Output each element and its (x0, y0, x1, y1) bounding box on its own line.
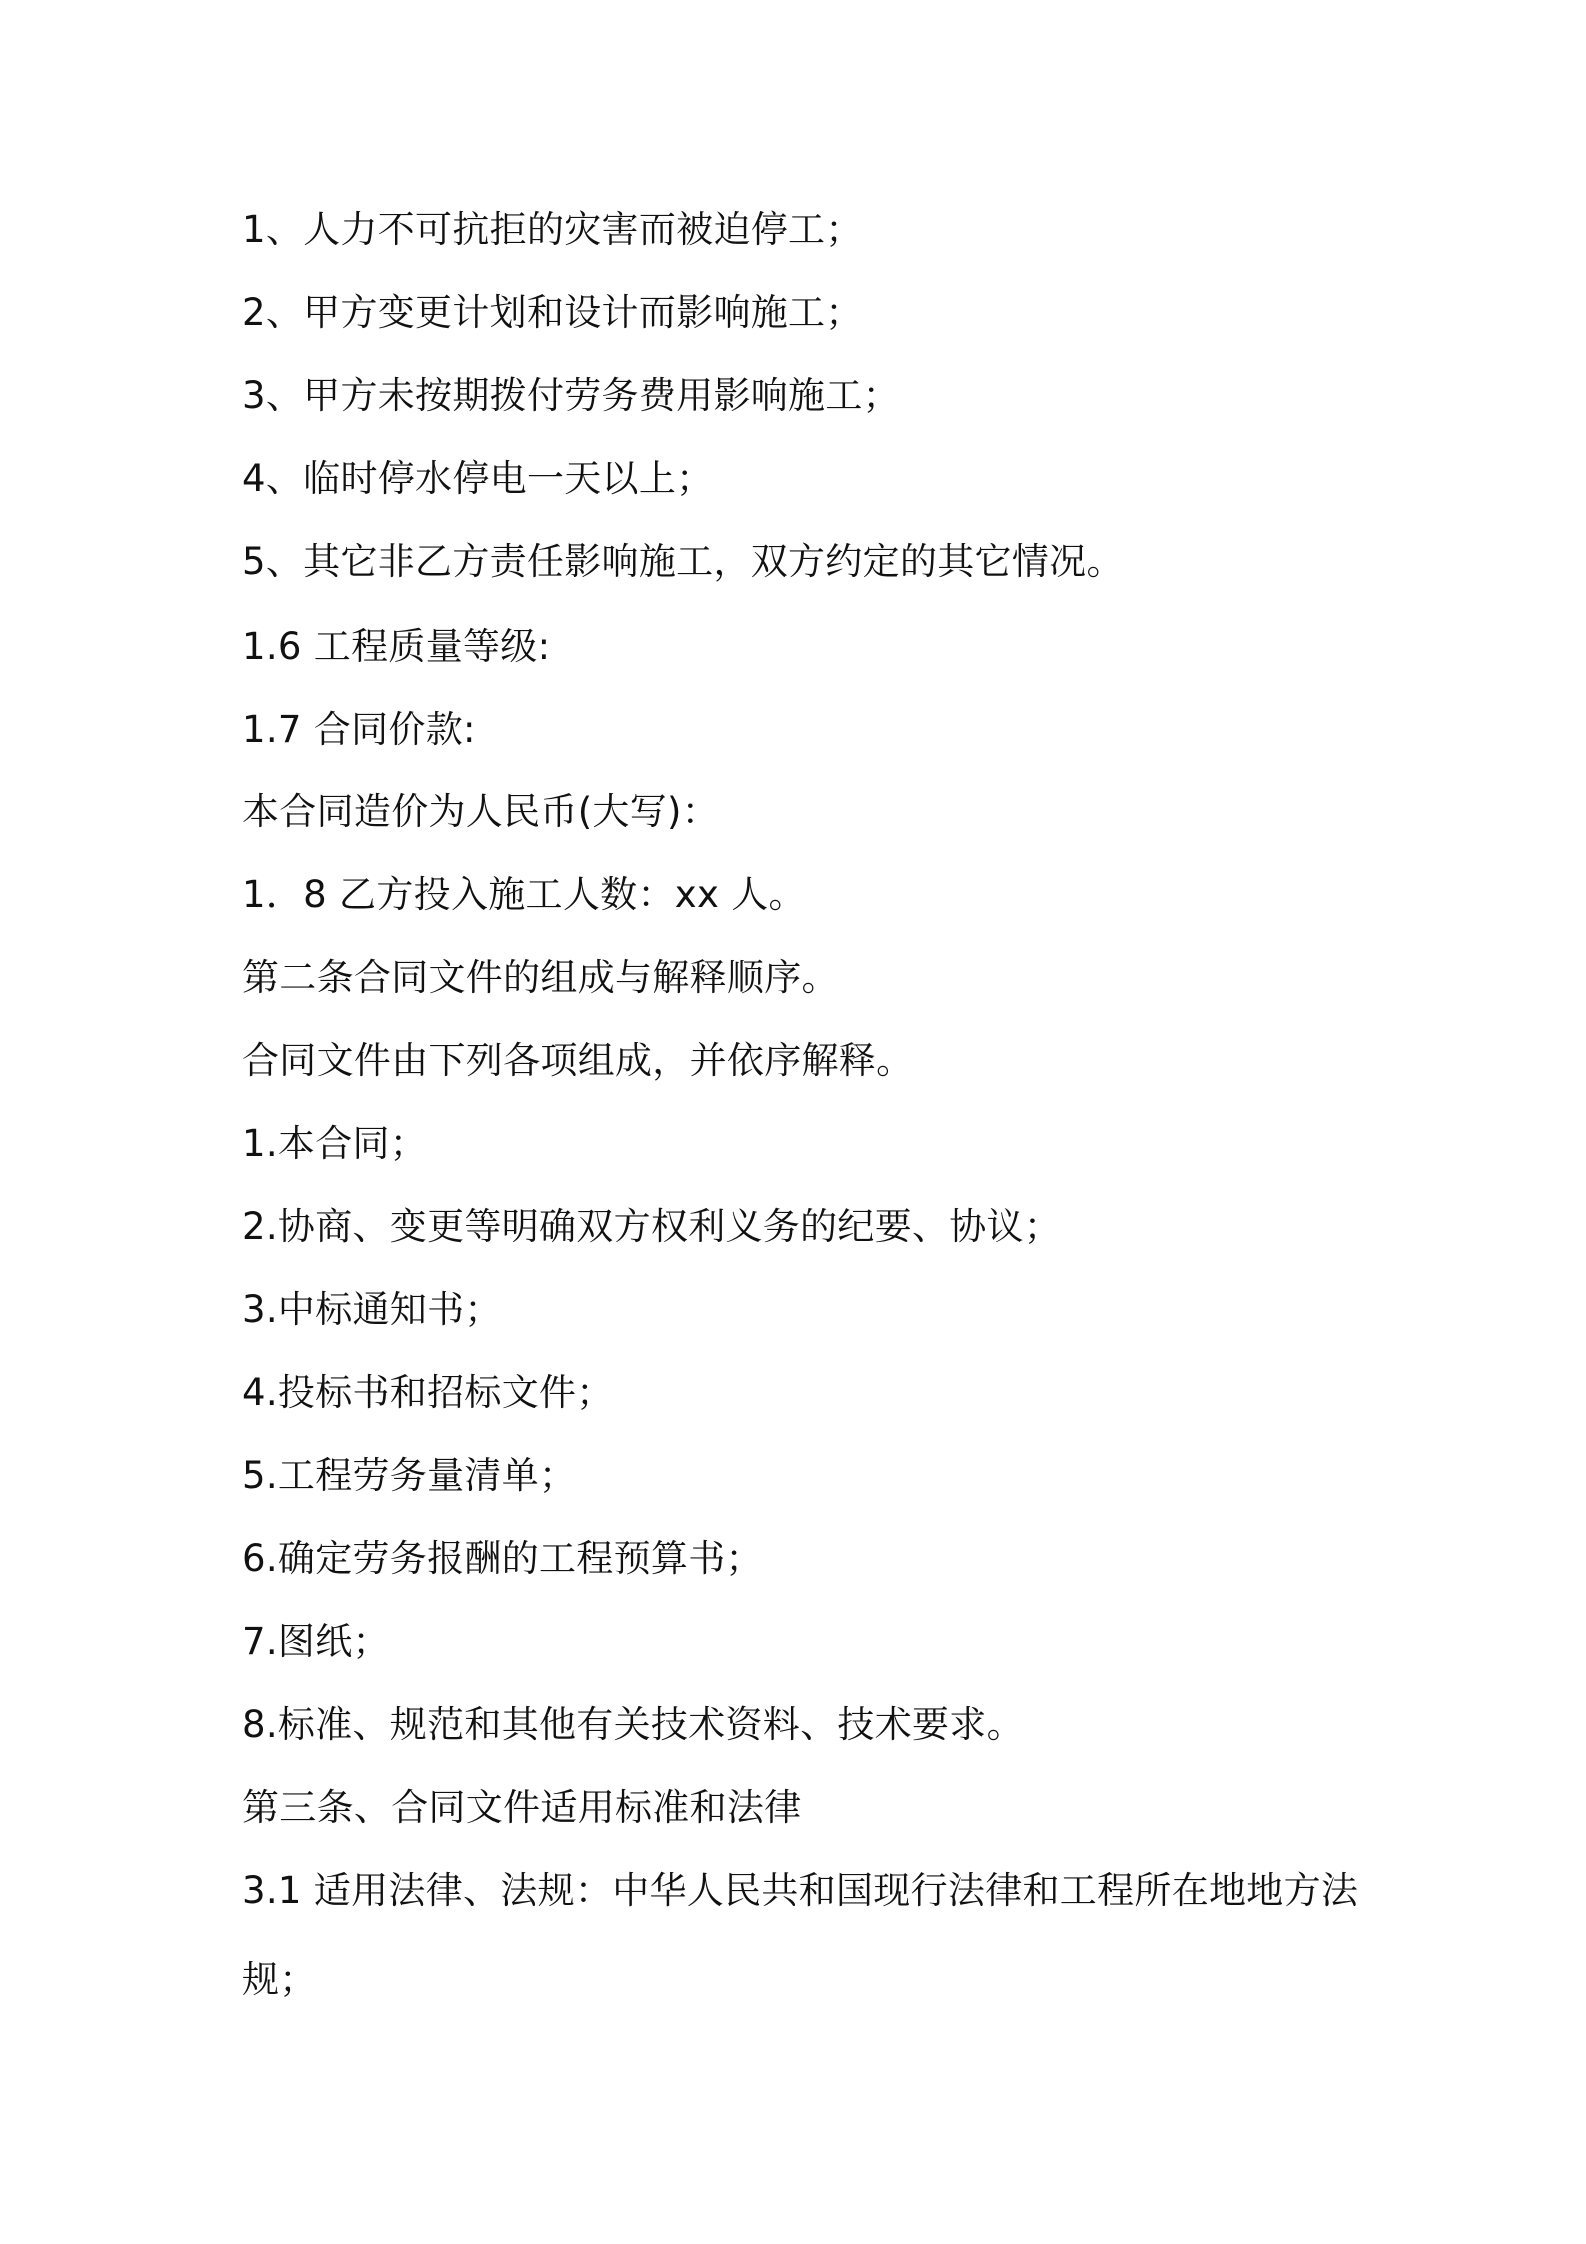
document-list-item-1: 1.本合同； (242, 1122, 428, 1165)
contract-price-text: 本合同造价为人民币(大写)： (242, 790, 720, 833)
article-two-heading: 第二条合同文件的组成与解释顺序。 (242, 956, 839, 999)
clause-item-2: 2、甲方变更计划和设计而影响施工； (242, 291, 863, 334)
clause-item-3: 3、甲方未按期拨付劳务费用影响施工； (242, 374, 900, 417)
clause-item-5: 5、其它非乙方责任影响施工，双方约定的其它情况。 (242, 540, 1124, 583)
article-two-intro: 合同文件由下列各项组成，并依序解释。 (242, 1039, 914, 1082)
document-list-item-2: 2.协商、变更等明确双方权利义务的纪要、协议； (242, 1205, 1062, 1248)
document-list-item-5: 5.工程劳务量清单； (242, 1454, 577, 1497)
document-list-item-3: 3.中标通知书； (242, 1288, 502, 1331)
clause-item-4: 4、临时停水停电一天以上； (242, 457, 714, 500)
document-list-item-6: 6.确定劳务报酬的工程预算书； (242, 1537, 763, 1580)
applicable-law-text-continued: 规； (242, 1958, 317, 2001)
document-list-item-8: 8.标准、规范和其他有关技术资料、技术要求。 (242, 1703, 1024, 1746)
article-three-heading: 第三条、合同文件适用标准和法律 (242, 1786, 802, 1829)
document-list-item-7: 7.图纸； (242, 1620, 390, 1663)
contract-price-heading: 1.7 合同价款: (242, 708, 476, 751)
workforce-count: 1．8 乙方投入施工人数：xx 人。 (242, 873, 806, 916)
clause-item-1: 1、人力不可抗拒的灾害而被迫停工； (242, 208, 863, 251)
quality-grade-heading: 1.6 工程质量等级: (242, 625, 551, 668)
document-list-item-4: 4.投标书和招标文件； (242, 1371, 614, 1414)
applicable-law-text: 3.1 适用法律、法规：中华人民共和国现行法律和工程所在地地方法 (242, 1869, 1359, 1912)
